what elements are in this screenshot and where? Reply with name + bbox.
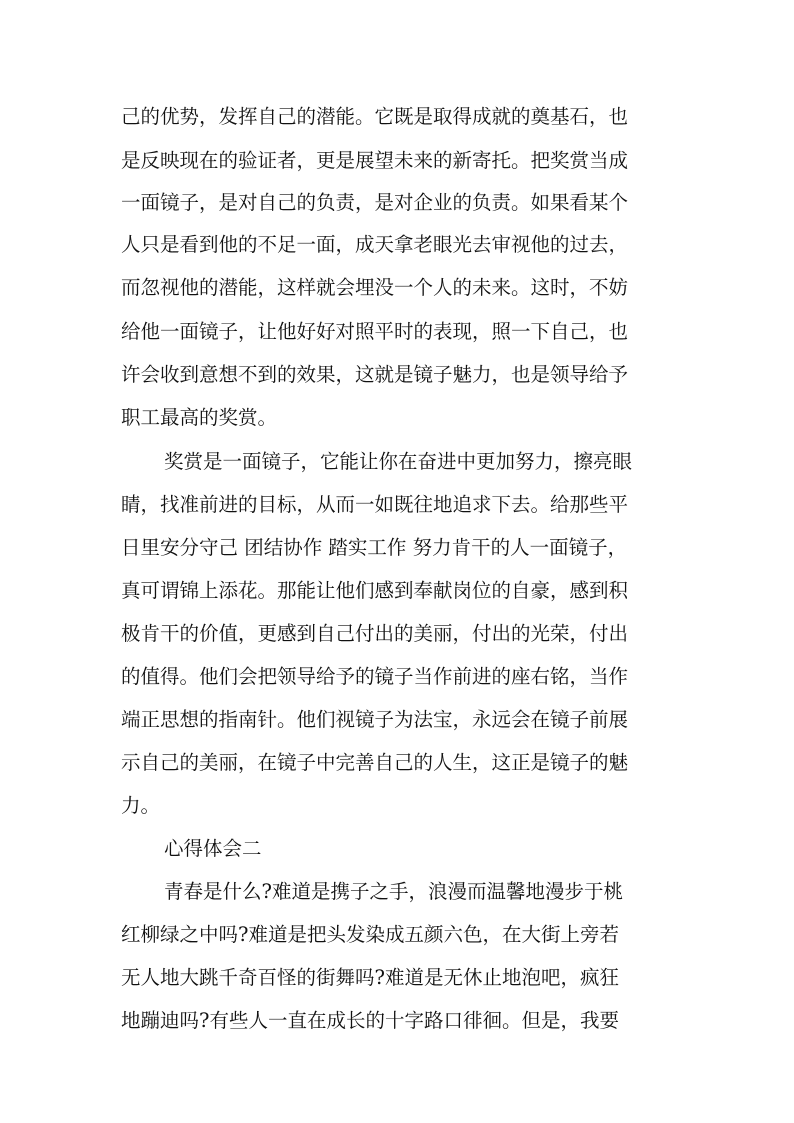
paragraph-first-line: 奖赏是一面镜子，它能让你在奋进中更加努力，擦亮眼 xyxy=(164,450,633,473)
text-line: 地蹦迪吗?有些人一直在成长的十字路口徘徊。但是，我要 xyxy=(121,1009,619,1032)
text-line: 职工最高的奖赏。 xyxy=(121,406,278,429)
text-line: 日里安分守己 团结协作 踏实工作 努力肯干的人一面镜子， xyxy=(121,536,628,559)
text-line: 一面镜子，是对自己的负责，是对企业的负责。如果看某个 xyxy=(121,191,629,214)
text-line: 许会收到意想不到的效果，这就是镜子魅力，也是领导给予 xyxy=(121,363,629,386)
text-line: 睛，找准前进的目标，从而一如既往地追求下去。给那些平 xyxy=(121,493,629,516)
text-line: 的值得。他们会把领导给予的镜子当作前进的座右铭，当作 xyxy=(121,665,629,688)
text-line: 真可谓锦上添花。那能让他们感到奉献岗位的自豪，感到积 xyxy=(121,579,629,602)
text-line: 是反映现在的验证者，更是展望未来的新寄托。把奖赏当成 xyxy=(121,149,629,172)
text-line: 红柳绿之中吗?难道是把头发染成五颜六色，在大街上旁若 xyxy=(121,923,619,946)
text-line: 给他一面镜子，让他好好对照平时的表现，照一下自己，也 xyxy=(121,320,629,343)
text-line: 力。 xyxy=(121,794,161,817)
text-line: 人只是看到他的不足一面，成天拿老眼光去审视他的过去， xyxy=(121,233,629,256)
section-heading: 心得体会二 xyxy=(164,837,262,860)
text-line: 而忽视他的潜能，这样就会埋没一个人的未来。这时，不妨 xyxy=(121,276,629,299)
text-line: 极肯干的价值，更感到自己付出的美丽，付出的光荣，付出 xyxy=(121,622,629,645)
text-line: 端正思想的指南针。他们视镜子为法宝，永远会在镜子前展 xyxy=(121,708,629,731)
text-line: 示自己的美丽，在镜子中完善自己的人生，这正是镜子的魅 xyxy=(121,751,629,774)
text-line: 己的优势，发挥自己的潜能。它既是取得成就的奠基石，也 xyxy=(121,105,629,128)
text-line: 无人地大跳千奇百怪的街舞吗?难道是无休止地泡吧，疯狂 xyxy=(121,966,619,989)
paragraph-first-line: 青春是什么?难道是携子之手，浪漫而温馨地漫步于桃 xyxy=(164,880,623,903)
